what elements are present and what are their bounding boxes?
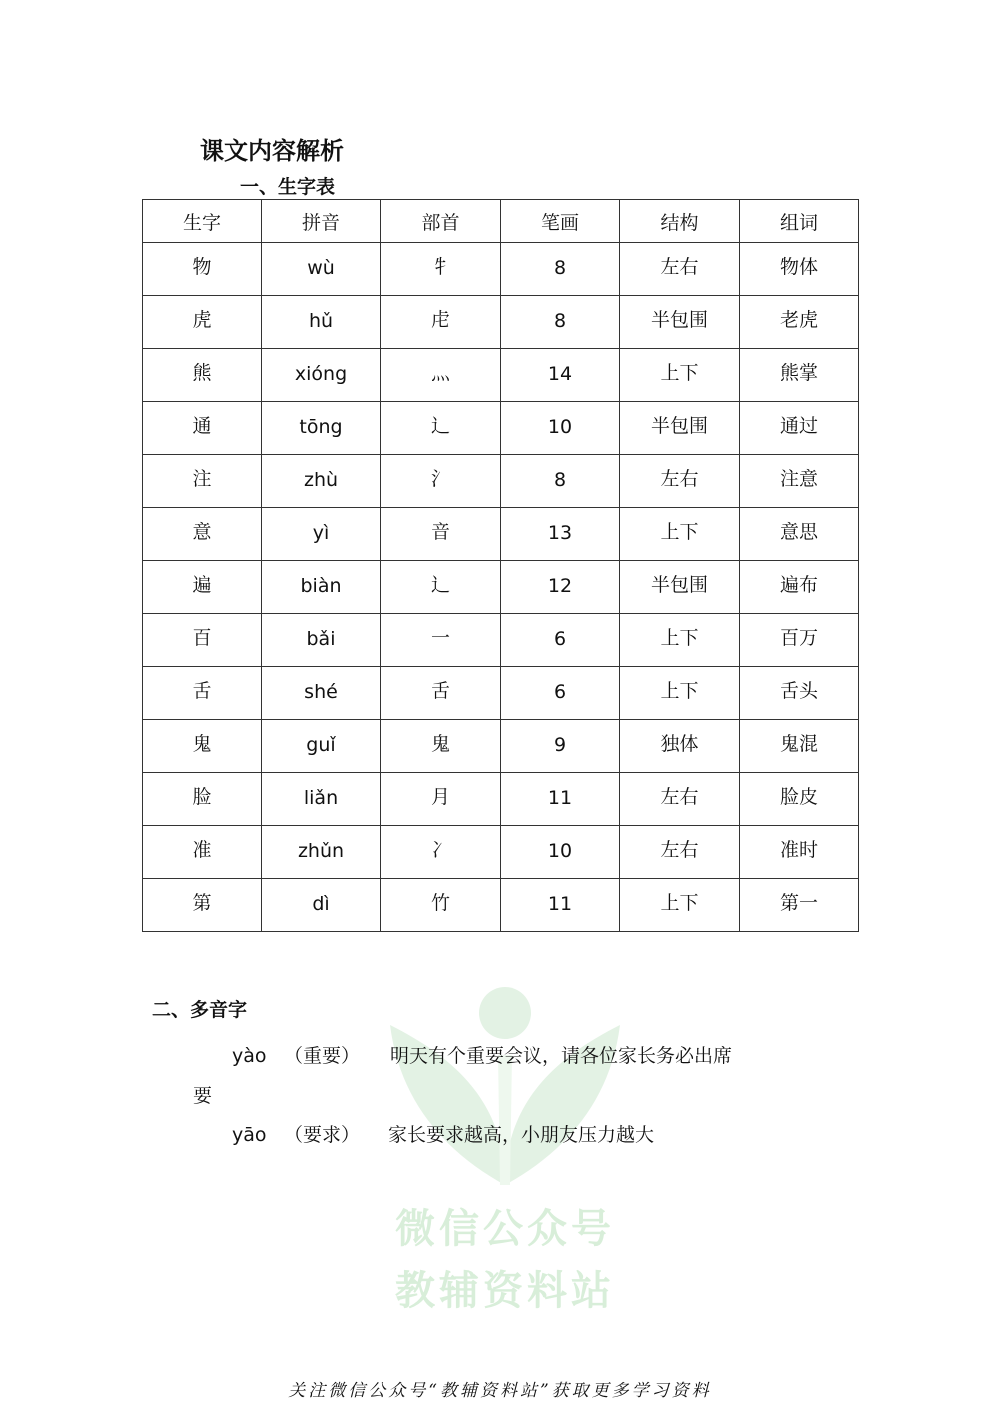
cell-structure [620,296,740,349]
table-row [143,402,859,455]
cell-structure [620,773,740,826]
cell-strokes-text: 6 [553,681,567,703]
cell-pinyin-text: xióng [294,363,348,385]
cell-structure [620,826,740,879]
table-header-row [143,200,859,243]
cell-character-text: 意 [192,521,212,543]
cell-word [740,561,859,614]
cell-pinyin [262,402,381,455]
cell-strokes [501,455,620,508]
characters-table [142,199,859,932]
cell-pinyin-text: yì [312,522,330,544]
cell-strokes-text: 11 [547,893,573,915]
cell-radical [381,349,501,402]
cell-structure [620,243,740,296]
table-row [143,826,859,879]
cell-strokes [501,296,620,349]
cell-strokes-text: 13 [547,522,573,544]
cell-structure [620,561,740,614]
cell-word [740,296,859,349]
cell-character [143,879,262,932]
cell-word-text: 意思 [779,521,818,543]
cell-pinyin [262,455,381,508]
cell-strokes-text: 11 [547,787,573,809]
cell-radical [381,402,501,455]
cell-radical [381,243,501,296]
cell-radical [381,561,501,614]
cell-pinyin-text: hǔ [308,310,334,332]
table-row [143,349,859,402]
cell-word-text: 物体 [779,256,818,278]
header-structure: 结构 [620,200,740,243]
cell-strokes [501,614,620,667]
cell-character-text: 物 [192,256,212,278]
cell-pinyin [262,879,381,932]
cell-character-text: 注 [192,468,212,490]
cell-radical [381,773,501,826]
reading-pinyin: yào [232,1045,267,1067]
cell-character-text: 通 [192,415,212,437]
header-pinyin: 拼音 [262,200,381,243]
cell-radical [381,667,501,720]
cell-radical-text: 灬 [430,362,450,384]
table-row [143,296,859,349]
cell-radical [381,720,501,773]
cell-pinyin [262,243,381,296]
cell-pinyin-text: zhǔn [297,840,345,862]
cell-pinyin-text: biàn [300,575,342,597]
cell-radical-text: 辶 [430,415,450,437]
reading-word: （要求） [284,1124,361,1146]
cell-radical [381,296,501,349]
cell-pinyin [262,826,381,879]
cell-pinyin [262,720,381,773]
cell-character [143,349,262,402]
cell-radical [381,455,501,508]
cell-character [143,455,262,508]
cell-character [143,296,262,349]
cell-word [740,402,859,455]
table-row [143,508,859,561]
cell-radical-text: 冫 [430,839,450,861]
cell-character [143,773,262,826]
header-character: 生字 [143,200,262,243]
cell-radical-text: 竹 [430,892,450,914]
cell-structure-text: 上下 [660,680,699,702]
cell-pinyin-text: guǐ [306,734,336,756]
cell-strokes-text: 8 [553,310,567,332]
cell-radical-text: 音 [430,521,450,543]
cell-strokes [501,508,620,561]
watermark-line1: 微信公众号 [395,1206,615,1252]
cell-character-text: 舌 [192,680,212,702]
watermark [360,985,650,1315]
cell-strokes-text: 8 [553,257,567,279]
cell-pinyin [262,773,381,826]
cell-radical [381,826,501,879]
table-row [143,455,859,508]
cell-structure-text: 上下 [660,892,699,914]
cell-strokes-text: 6 [553,628,567,650]
cell-pinyin-text: shé [304,681,338,703]
cell-word [740,667,859,720]
cell-structure-text: 半包围 [650,415,708,437]
cell-strokes [501,243,620,296]
cell-word-text: 百万 [779,627,818,649]
footer-note: 关注微信公众号“教辅资料站”获取更多学习资料 [288,1381,712,1401]
cell-word [740,455,859,508]
cell-radical-text: 舌 [430,680,450,702]
cell-character [143,667,262,720]
table-row [143,243,859,296]
cell-radical-text: 辶 [430,574,450,596]
section2-title: 二、多音字 [152,999,248,1021]
cell-strokes-text: 8 [553,469,567,491]
cell-structure [620,720,740,773]
cell-strokes [501,561,620,614]
section1-title: 一、生字表 [240,176,336,198]
cell-pinyin-text: liǎn [303,787,339,809]
cell-character-text: 鬼 [192,733,212,755]
cell-character-text: 遍 [192,574,212,596]
cell-pinyin-text: bǎi [306,628,336,650]
table-row [143,561,859,614]
cell-structure-text: 独体 [660,733,699,755]
header-radical: 部首 [381,200,501,243]
cell-strokes [501,879,620,932]
cell-structure [620,879,740,932]
cell-character-text: 熊 [192,362,212,384]
cell-structure-text: 上下 [660,362,699,384]
cell-structure [620,349,740,402]
table-row [143,773,859,826]
table-row [143,667,859,720]
cell-strokes-text: 10 [547,416,573,438]
cell-structure-text: 左右 [660,256,699,278]
cell-strokes [501,402,620,455]
cell-character [143,561,262,614]
cell-pinyin [262,508,381,561]
table-row [143,720,859,773]
cell-word-text: 第一 [779,892,818,914]
cell-word [740,720,859,773]
cell-radical [381,614,501,667]
cell-word-text: 熊掌 [779,362,818,384]
watermark-line2: 教辅资料站 [395,1268,615,1314]
cell-structure [620,402,740,455]
cell-pinyin [262,614,381,667]
cell-character [143,720,262,773]
cell-structure [620,455,740,508]
cell-character [143,614,262,667]
watermark-logo-icon [360,985,650,1185]
cell-structure-text: 半包围 [650,309,708,331]
cell-strokes [501,773,620,826]
cell-word-text: 舌头 [779,680,818,702]
polyphonic-char: 要 [193,1085,213,1107]
reading-pinyin: yāo [232,1124,267,1146]
cell-pinyin-text: zhù [303,469,339,491]
cell-character-text: 第 [192,892,212,914]
cell-structure-text: 上下 [660,521,699,543]
cell-strokes-text: 9 [553,734,567,756]
cell-pinyin-text: dì [312,893,330,915]
cell-radical-text: 月 [430,786,450,808]
page-title: 课文内容解析 [200,136,344,165]
cell-word [740,773,859,826]
reading-row-2 [232,1120,654,1147]
cell-pinyin [262,349,381,402]
cell-word-text: 遍布 [779,574,818,596]
cell-structure [620,508,740,561]
cell-word-text: 老虎 [779,309,818,331]
cell-character-text: 虎 [192,309,212,331]
cell-word-text: 准时 [779,839,818,861]
cell-character-text: 百 [192,627,212,649]
cell-structure-text: 上下 [660,627,699,649]
reading-word: （重要） [284,1045,361,1067]
cell-word-text: 注意 [779,468,818,490]
cell-strokes [501,826,620,879]
cell-pinyin-text: tōng [299,416,343,438]
cell-word [740,243,859,296]
cell-character [143,402,262,455]
cell-word [740,879,859,932]
cell-radical-text: 虍 [430,309,450,331]
cell-strokes [501,720,620,773]
cell-structure [620,614,740,667]
cell-pinyin [262,561,381,614]
cell-word [740,826,859,879]
cell-character [143,508,262,561]
table-row [143,614,859,667]
cell-character [143,826,262,879]
reading-row-1 [232,1041,732,1068]
cell-pinyin-text: wù [307,257,335,279]
header-strokes: 笔画 [501,200,620,243]
cell-word-text: 通过 [779,415,818,437]
cell-pinyin [262,667,381,720]
cell-radical-text: 牜 [430,256,450,278]
header-word: 组词 [740,200,859,243]
cell-radical-text: 氵 [430,468,450,490]
cell-character [143,243,262,296]
cell-radical [381,879,501,932]
cell-strokes-text: 12 [547,575,573,597]
cell-character-text: 脸 [192,786,212,808]
cell-structure-text: 左右 [660,786,699,808]
cell-structure-text: 半包围 [650,574,708,596]
cell-structure-text: 左右 [660,468,699,490]
cell-word [740,508,859,561]
reading-sentence: 家长要求越高，小朋友压力越大 [388,1124,655,1146]
cell-word [740,349,859,402]
table-row [143,879,859,932]
cell-strokes [501,667,620,720]
cell-strokes-text: 10 [547,840,573,862]
cell-structure [620,667,740,720]
cell-word-text: 鬼混 [779,733,818,755]
cell-strokes [501,349,620,402]
reading-sentence: 明天有个重要会议，请各位家长务必出席 [390,1045,733,1067]
cell-radical-text: 鬼 [430,733,450,755]
cell-structure-text: 左右 [660,839,699,861]
cell-character-text: 准 [192,839,212,861]
cell-word-text: 脸皮 [779,786,818,808]
cell-strokes-text: 14 [547,363,573,385]
cell-radical [381,508,501,561]
cell-word [740,614,859,667]
cell-pinyin [262,296,381,349]
cell-radical-text: 一 [430,627,450,649]
